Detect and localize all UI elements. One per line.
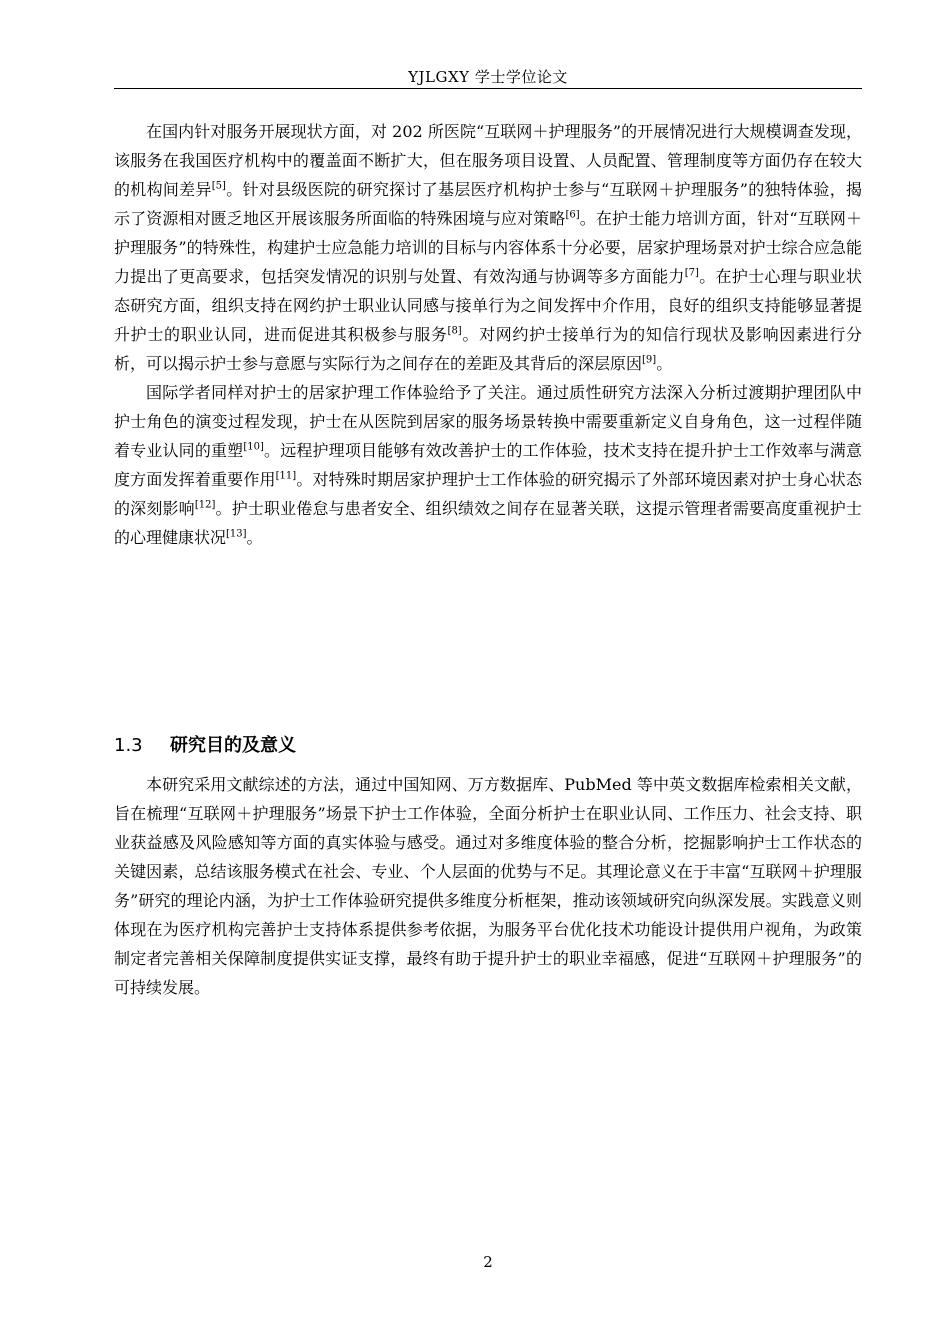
page-number: 2 [483, 1253, 493, 1271]
paragraph: 国际学者同样对护士的居家护理工作体验给予了关注。通过质性研究方法深入分析过渡期护理团队中护士角色的演变过程发现，护士在从医院到居家的服务场景转换中需要重新定义自身角色，这一过程伴随着专业认同的重塑[10]。远程护理项目能够有效改善护士的工作体验，技术支持在提升护士工作效率与满意度方面发挥着重要作用[11]。对特殊时期居家护理护士工作体验的研究揭示了外部环境因素对护士身心状态的深刻影响[12]。护士职业倦怠与患者安全、组织绩效之间存在显著关联，这提示管理者需要高度重视护士的心理健康状况[13]。 [114, 383, 862, 547]
citation-marker: [11] [275, 470, 297, 482]
running-header: YJLGXY 学士学位论文 [408, 68, 568, 86]
citation-marker: [5] [211, 180, 226, 192]
paragraph: 本研究采用文献综述的方法，通过中国知网、万方数据库、PubMed 等中英文数据库检索相关文献，旨在梳理“互联网＋护理服务”场景下护士工作体验，全面分析护士在职业认同、工作压力、社会支持、职业获益感及风险感知等方面的真实体验与感受。通过对多维度体验的整合分析，挖掘影响护士工作状态的关键因素，总结该服务模式在社会、专业、个人层面的优势与不足。其理论意义在于丰富“互联网＋护理服务”研究的理论内涵，为护士工作体验研究提供多维度分析框架，推动该领域研究向纵深发展。实践意义则体现在为医疗机构完善护士支持体系提供参考依据，为服务平台优化技术功能设计提供用户视角，为政策制定者完善相关保障制度提供实证支撑，最终有助于提升护士的职业幸福感，促进“互联网＋护理服务”的可持续发展。 [114, 775, 862, 997]
paragraph: 在国内针对服务开展现状方面，对 202 所医院“互联网＋护理服务”的开展情况进行大规模调查发现，该服务在我国医疗机构中的覆盖面不断扩大，但在服务项目设置、人员配置、管理制度等方面仍存在较大的机构间差异[5]。针对县级医院的研究探讨了基层医疗机构护士参与“互联网＋护理服务”的独特体验，揭示了资源相对匮乏地区开展该服务所面临的特殊困境与应对策略[6]。在护士能力培训方面，针对“互联网＋护理服务”的特殊性，构建护士应急能力培训的目标与内容体系十分必要，居家护理场景对护士综合应急能力提出了更高要求，包括突发情况的识别与处置、有效沟通与协调等多方面能力[7]。在护士心理与职业状态研究方面，组织支持在网约护士职业认同感与接单行为之间发挥中介作用，良好的组织支持能够显著提升护士的职业认同，进而促进其积极参与服务[8]。对网约护士接单行为的知信行现状及影响因素进行分析，可以揭示护士参与意愿与实际行为之间存在的差距及其背后的深层原因[9]。 [114, 122, 862, 373]
citation-marker: [7] [684, 267, 699, 279]
section-heading [114, 731, 862, 761]
citation-marker: [8] [447, 325, 462, 337]
section-title: 研究目的及意义 [170, 735, 296, 756]
section-number: 1.3 [114, 735, 143, 756]
body-text-section [114, 770, 862, 1002]
body-text-intro [114, 117, 862, 552]
header-rule [114, 88, 862, 89]
citation-marker: [6] [565, 209, 580, 221]
citation-marker: [13] [226, 528, 247, 540]
citation-marker: [12] [194, 499, 216, 511]
citation-marker: [9] [642, 354, 657, 366]
citation-marker: [10] [243, 441, 264, 453]
